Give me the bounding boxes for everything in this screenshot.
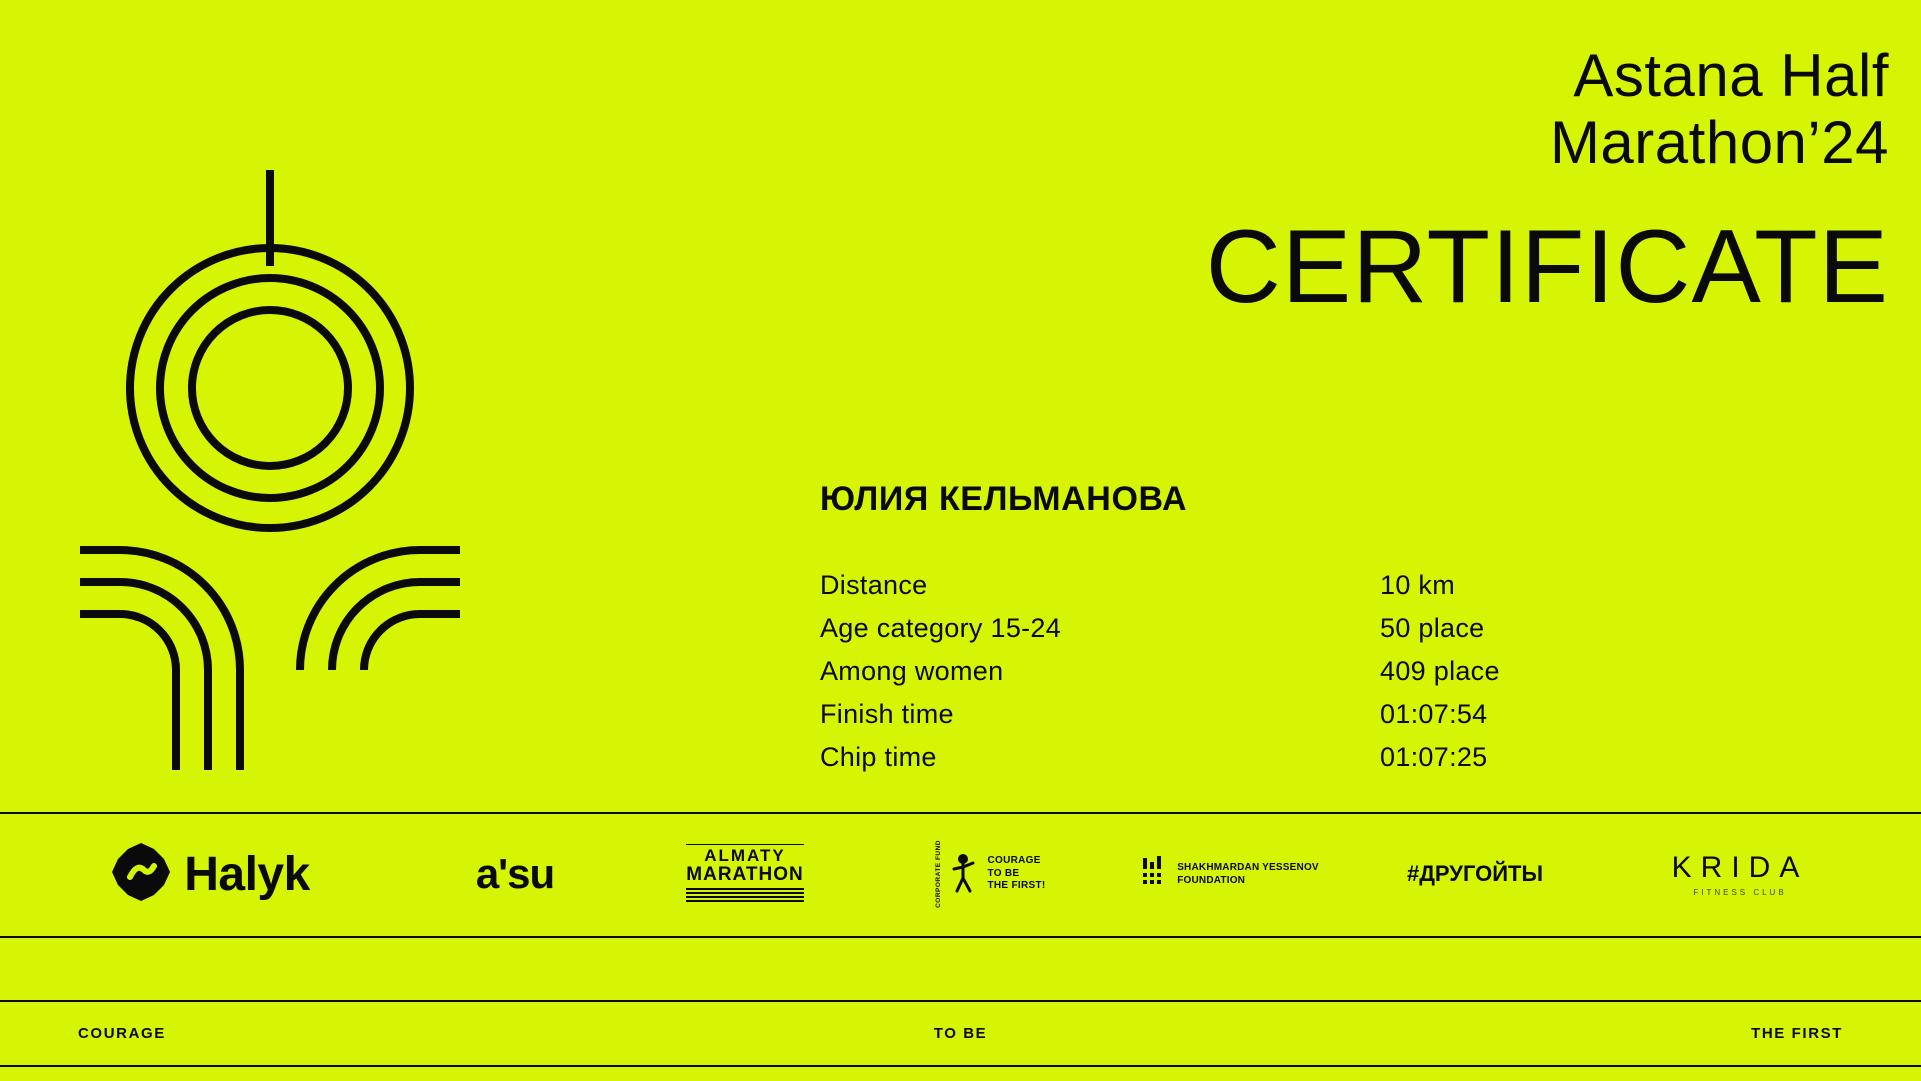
krida-label: KRIDA (1671, 851, 1809, 884)
sponsor-almaty-marathon (610, 814, 880, 934)
foundation-line-1: SHAKHMARDAN YESSENOV (1177, 862, 1319, 873)
foundation-line-2: FOUNDATION (1177, 875, 1246, 886)
divider-sponsors-bottom (0, 936, 1921, 938)
courage-fund-logo (935, 840, 1046, 908)
courage-fund-label (988, 855, 1046, 893)
halyk-label: Halyk (184, 847, 310, 901)
result-label: Among women (820, 656, 1004, 686)
sponsor-drugoyty (1360, 814, 1590, 934)
marathon-emblem-icon (60, 170, 480, 770)
almaty-marathon-logo (686, 844, 803, 904)
drugoyty-label: #ДРУГОЙТЫ (1406, 861, 1544, 886)
result-value: 409 place (1380, 656, 1500, 686)
result-label: Age category 15-24 (820, 613, 1062, 643)
yessenov-foundation-label (1177, 861, 1319, 887)
footer-center-text: TO BE (933, 1024, 988, 1042)
result-label: Chip time (820, 742, 937, 772)
sponsor-halyk (0, 814, 420, 934)
sponsor-bar (0, 814, 1921, 934)
event-title-line-2: Marathon’24 (1549, 109, 1889, 177)
almaty-rule-top (686, 844, 803, 846)
sponsor-yessenov-foundation (1100, 814, 1360, 934)
event-title-line-1: Astana Half (1573, 42, 1889, 109)
courage-vertical-label: CORPORATE FUND (934, 840, 942, 908)
footer-slogan (0, 1002, 1921, 1064)
table-row (820, 699, 1880, 730)
runner-icon (946, 851, 980, 898)
almaty-label-line-1: ALMATY (704, 846, 786, 866)
courage-line-3: THE FIRST! (987, 880, 1046, 892)
result-value: 01:07:54 (1380, 699, 1488, 729)
divider-bottom (0, 1065, 1921, 1067)
result-label: Finish time (820, 699, 954, 729)
halyk-logo-icon (110, 841, 172, 908)
results-table (820, 570, 1880, 785)
certificate-heading: CERTIFICATE (1205, 209, 1889, 325)
footer-right-text: THE FIRST (1751, 1024, 1843, 1042)
yessenov-foundation-logo (1141, 856, 1319, 893)
bars-icon (1141, 856, 1169, 893)
almaty-bars (686, 888, 803, 902)
krida-sublabel: FITNESS CLUB (1693, 888, 1787, 897)
participant-name: ЮЛИЯ КЕЛЬМАНОВА (820, 480, 1188, 518)
courage-line-1: COURAGE (987, 855, 1041, 867)
footer-left-text: COURAGE (78, 1024, 166, 1042)
table-row (820, 742, 1880, 773)
result-value: 10 km (1380, 570, 1456, 600)
result-value: 01:07:25 (1380, 742, 1488, 772)
table-row (820, 656, 1880, 687)
sponsor-courage-fund (880, 814, 1100, 934)
table-row (820, 570, 1880, 601)
sponsor-krida (1590, 814, 1890, 934)
event-title (989, 42, 1889, 176)
krida-logo (1672, 851, 1809, 897)
asu-label: a'su (475, 850, 555, 897)
almaty-label-line-2: MARATHON (686, 864, 804, 886)
courage-line-2: TO BE (987, 867, 1020, 879)
result-label: Distance (820, 570, 928, 600)
sponsor-asu (420, 814, 610, 934)
result-value: 50 place (1380, 613, 1485, 643)
table-row (820, 613, 1880, 644)
